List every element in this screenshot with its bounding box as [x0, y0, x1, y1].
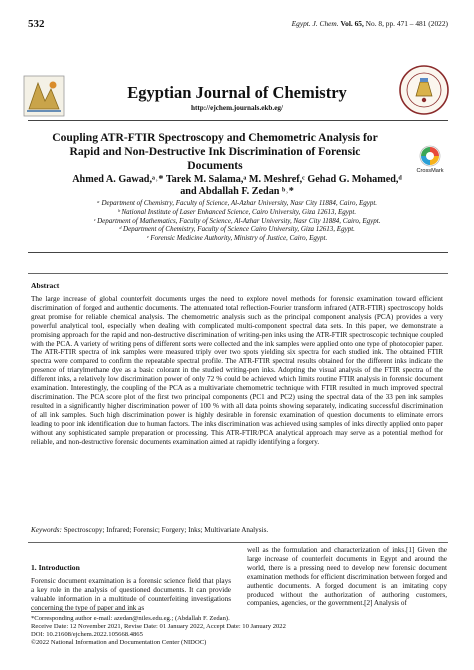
paper-title-line-2: Rapid and Non-Destructive Ink Discrimination of Forensic — [69, 145, 361, 158]
abstract-heading: Abstract — [31, 281, 60, 290]
keywords — [31, 526, 443, 534]
journal-volume: Vol. 65, — [340, 19, 364, 28]
crossmark-badge[interactable] — [412, 145, 448, 174]
journal-url[interactable]: http://ejchem.journals.ekb.eg/ — [190, 104, 284, 112]
introduction-right-column: well as the formulation and characterization of inks.[1] Given the large increase of counterfeit documents in Egypt and around the world, there is a pressing need to develop new forensic document examination methods for efficient discrimination between forged and authentic documents. A forged document is an imitating copy produced without the authorization of authoring customers, companies, agencies, or the government.[2] Analysis of — [247, 546, 447, 608]
journal-issue-pages: No. 8, pp. 471 – 481 (2022) — [365, 19, 448, 28]
author-list — [26, 174, 448, 198]
page-number: 532 — [28, 18, 45, 30]
affiliation-c: ᶜ Department of Mathematics, Faculty of Science, Al-Azhar University, Nasr City 11884, Cairo, Egypt. — [93, 216, 381, 225]
footnote-corresponding-author: *Corresponding author e-mail: azedan@niles.edu.eg.; (Abdallah F. Zedan). — [31, 615, 230, 622]
paper-title — [34, 131, 396, 173]
authors-line-1: Ahmed A. Gawad,ᵃ˒* Tarek M. Salama,ᵃ M. Meshref,ᶜ Gehad G. Mohamed,ᵈ — [72, 174, 402, 185]
footnote-dates: Receive Date: 12 November 2021, Revise Date: 01 January 2022, Accept Date: 10 January 2022 — [31, 623, 286, 631]
society-seal-icon — [398, 64, 450, 116]
crossmark-label: CrossMark — [416, 168, 444, 174]
footnote-rule — [31, 611, 141, 612]
paper-title-line-3: Documents — [187, 159, 243, 172]
affiliation-a: ᵃ Department of Chemistry, Faculty of Science, Al-Azhar University, Nasr City 11884, Cairo, Egypt. — [96, 199, 378, 207]
abstract-text: The large increase of global counterfeit documents urges the need to explore novel methods for forensic examination toward efficient discrimination of forged and authentic documents. The attenuated total reflection-Fourier transform infrared (ATR-FTIR) spectroscopy holds great promise for reliable chemical analysis. The chemometric analysis such as the principal component analysis (PCA) provides a very powerful analytical tool, especially when dealing with complicated multi-component spectral data sets. In this paper, we demonstrate a promising approach for the rapid and non-destructive discrimination of writing-pen inks using the ATR-FTIR spectroscopic technique coupled with the PCA. A variety of writing pens of different sorts were collected and the ink samples were applied onto one type of photocopier paper. The ATR-FTIR spectra of ink samples were measured triply over two spots yielding six spectra for each studied ink. The obtained FTIR spectra were compared to confirm the repeatable spectral profile. The ATR-FTIR spectral results obtained for the different inks indicate the presence of triarylmethane dye as a basic colorant in the studied writing-pen inks. Adopting the visual analysis of the FTIR spectra of the different inks, a relatively low discrimination power of only 72 % could be achieved which limits routine FTIR analysis in forensic document examination. Interestingly, the coupling of the PCA as a multivariate chemometric technique with FTIR resulted in much improved spectral discrimination. The PCA score plot of the first two principal components (PC1 and PC2) using the spectral data of the 33 pen ink samples resulted in a significantly higher discrimination power of 100 % with all data points showing separately, indicating successful discrimination of all ink samples. Such high discrimination power is highly desirable in forensic examination of question documents to eliminate errors leading to poor ink identification due to human factors. The inks discrimination was achieved using samples of inks directly applied onto paper without any sophisticated sample preparation or processing. This ATR-FTIR/PCA analytical approach may serve as a potential method for reliable, and non-destructive forensic documents examination aimed at rapidly identifying a forgery. — [31, 295, 443, 446]
keywords-rule — [28, 542, 448, 543]
affiliation-b: ᵇ National Institute of Laser Enhanced Science, Cairo University, Giza 12613, Egypt. — [117, 207, 357, 216]
footnote-doi[interactable]: DOI: 10.21608/ejchem.2022.105668.4865 — [31, 631, 143, 639]
affiliation-d: ᵈ Department of Chemistry, Faculty of Science Cairo University, Giza 12613, Egypt. — [119, 225, 355, 234]
keywords-label: Keywords: — [31, 526, 62, 534]
crossmark-icon — [419, 145, 441, 167]
affiliation-rule — [28, 252, 448, 253]
paper-title-line-1: Coupling ATR-FTIR Spectroscopy and Chemometric Analysis for — [52, 131, 378, 144]
journal-reference — [292, 19, 448, 28]
affiliations — [26, 199, 448, 243]
introduction-left-column: Forensic document examination is a forensic science field that plays a key role in the analysis of questioned documents. It can provide valuable information in a multitude of counterfeiting investigations concerning the type of paper and ink as — [31, 577, 231, 612]
journal-title: Egyptian Journal of Chemistry — [127, 83, 347, 102]
abstract-top-rule — [28, 273, 448, 274]
header-rule — [28, 120, 448, 121]
section-heading-introduction: 1. Introduction — [31, 563, 80, 572]
footnote-copyright: ©2022 National Information and Documentation Center (NIDOC) — [31, 639, 207, 647]
affiliation-e: ᵉ Forensic Medicine Authority, Ministry of Justice, Cairo, Egypt. — [146, 234, 328, 243]
keywords-text: Spectroscopy; Infrared; Forensic; Forgery; Inks; Multivariate Analysis. — [63, 526, 269, 534]
authors-line-2: and Abdallah F. Zedan ᵇ˒* — [180, 186, 294, 197]
journal-abbrev: Egypt. J. Chem. — [291, 19, 339, 28]
footnotes — [31, 615, 451, 647]
